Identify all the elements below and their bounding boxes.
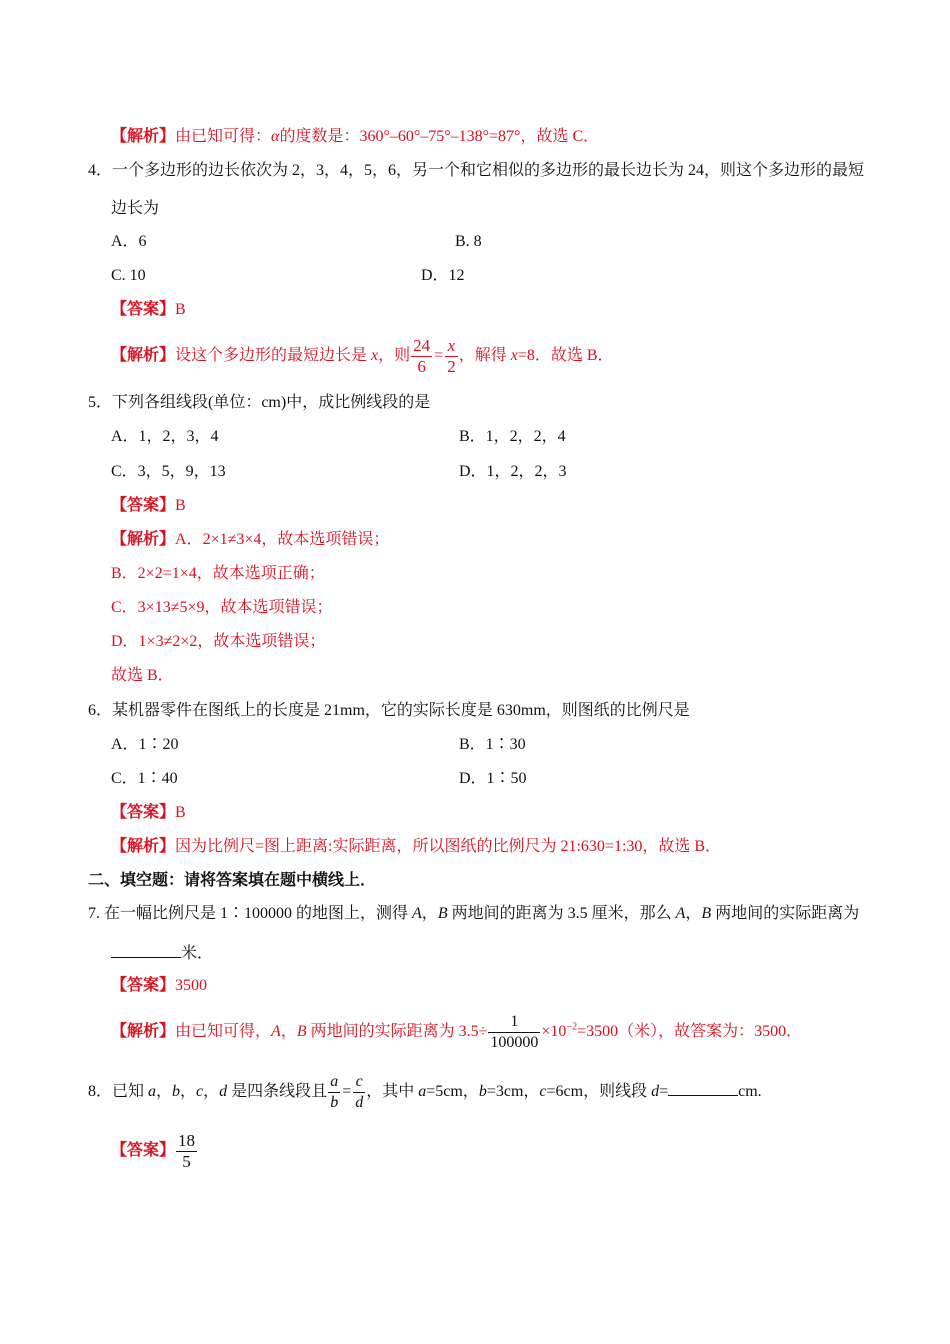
q7-stem-line1: 7. 在一幅比例尺是 1∶100000 的地图上，测得 A，B 两地间的距离为 3.5 厘米，那么 A，B 两地间的实际距离为 [88,905,860,922]
fraction: $\frac{1}{100000}$ [490,1012,539,1051]
q6-answer: 【答案】B [111,804,186,821]
q4-answer: 【答案】B [111,301,186,318]
q5-option-c: C．3，5，9，13 [111,463,226,480]
fraction: $\frac{24}{6}$ [413,335,431,376]
q3-analysis: 【解析】由已知可得：α的度数是：360°–60°–75°–138°=87°，故选 C． [111,128,600,145]
q6-option-c: C．1∶40 [111,770,178,787]
analysis-tag: 【解析】 [111,531,176,548]
answer-tag: 【答案】 [111,977,176,994]
q4-option-d: D．12 [421,267,465,284]
q4-option-b: B. 8 [455,233,482,250]
answer-blank[interactable] [111,941,181,958]
section-heading-fill-in: 二、填空题：请将答案填在题中横线上． [88,872,377,889]
q6-analysis: 【解析】因为比例尺=图上距离:实际距离，所以图纸的比例尺为 21:630=1:30，故选 B． [111,838,722,855]
q5-stem: 5．下列各组线段(单位：cm)中，成比例线段的是 [88,394,431,411]
q4-stem-line1: 4．一个多边形的边长依次为 2，3，4，5，6，另一个和它相似的多边形的最长边长为 24，则这个多边形的最短 [88,162,865,179]
answer-tag: 【答案】 [111,301,176,318]
analysis-tag: 【解析】 [111,838,176,855]
q8-stem: 8．已知 a，b，c，d 是四条线段且 $\frac{a}{b}$ = $\frac{c}{d}$ ，其中 a=5cm，b=3cm，c=6cm，则线段 d= cm. [88,1072,762,1111]
q5-option-a: A．1，2，3，4 [111,428,219,445]
q6-option-d: D．1∶50 [459,770,527,787]
fraction: $\frac{x}{2}$ [447,335,456,376]
analysis-tag: 【解析】 [111,347,176,364]
fraction: $\frac{a}{b}$ [330,1072,339,1111]
q7-stem-line2: 米． [111,941,213,964]
q8-answer [111,1127,198,1175]
q5-option-b: B．1，2，2，4 [459,428,566,445]
q6-option-a: A．1∶20 [111,736,179,753]
answer-tag: 【答案】 [111,1142,176,1159]
analysis-tag: 【解析】 [111,1023,176,1040]
q5-analysis-4: D．1×3≠2×2，故本选项错误； [111,633,326,650]
q5-analysis-1: 【解析】A．2×1≠3×4，故本选项错误； [111,531,390,548]
q7-answer: 【答案】3500 [111,977,208,994]
answer-blank[interactable] [668,1079,738,1096]
q4-option-a: A．6 [111,233,147,250]
answer-tag: 【答案】 [111,497,176,514]
q7-analysis: 【解析】由已知可得，A，B 两地间的实际距离为 3.5÷ $\frac{1}{100000}$ $\times 10^{-2}=3500$（米），故答案为：3500． [111,1012,803,1051]
q4-stem-line2: 边长为 [111,200,160,217]
q4-analysis: 【解析】设这个多边形的最短边长是 x，则 $\frac{24}{6}$ = $\frac{x}{2}$ ，解得 x=8．故选 B． [111,335,614,376]
fraction: $\frac{18}{5}$ [178,1130,196,1171]
q5-analysis-2: B．2×2=1×4，故本选项正确； [111,565,325,582]
q5-option-d: D．1，2，2，3 [459,463,567,480]
q6-option-b: B．1∶30 [459,736,526,753]
answer-tag: 【答案】 [111,804,176,821]
q5-analysis-5: 故选 B． [111,667,174,684]
fraction: $\frac{c}{d}$ [355,1072,364,1111]
q5-analysis-3: C．3×13≠5×9，故本选项错误； [111,599,333,616]
q4-option-c: C. 10 [111,267,146,284]
q6-stem: 6．某机器零件在图纸上的长度是 21mm，它的实际长度是 630mm，则图纸的比例尺是 [88,702,690,719]
q5-answer: 【答案】B [111,497,186,514]
analysis-tag: 【解析】 [111,128,176,145]
